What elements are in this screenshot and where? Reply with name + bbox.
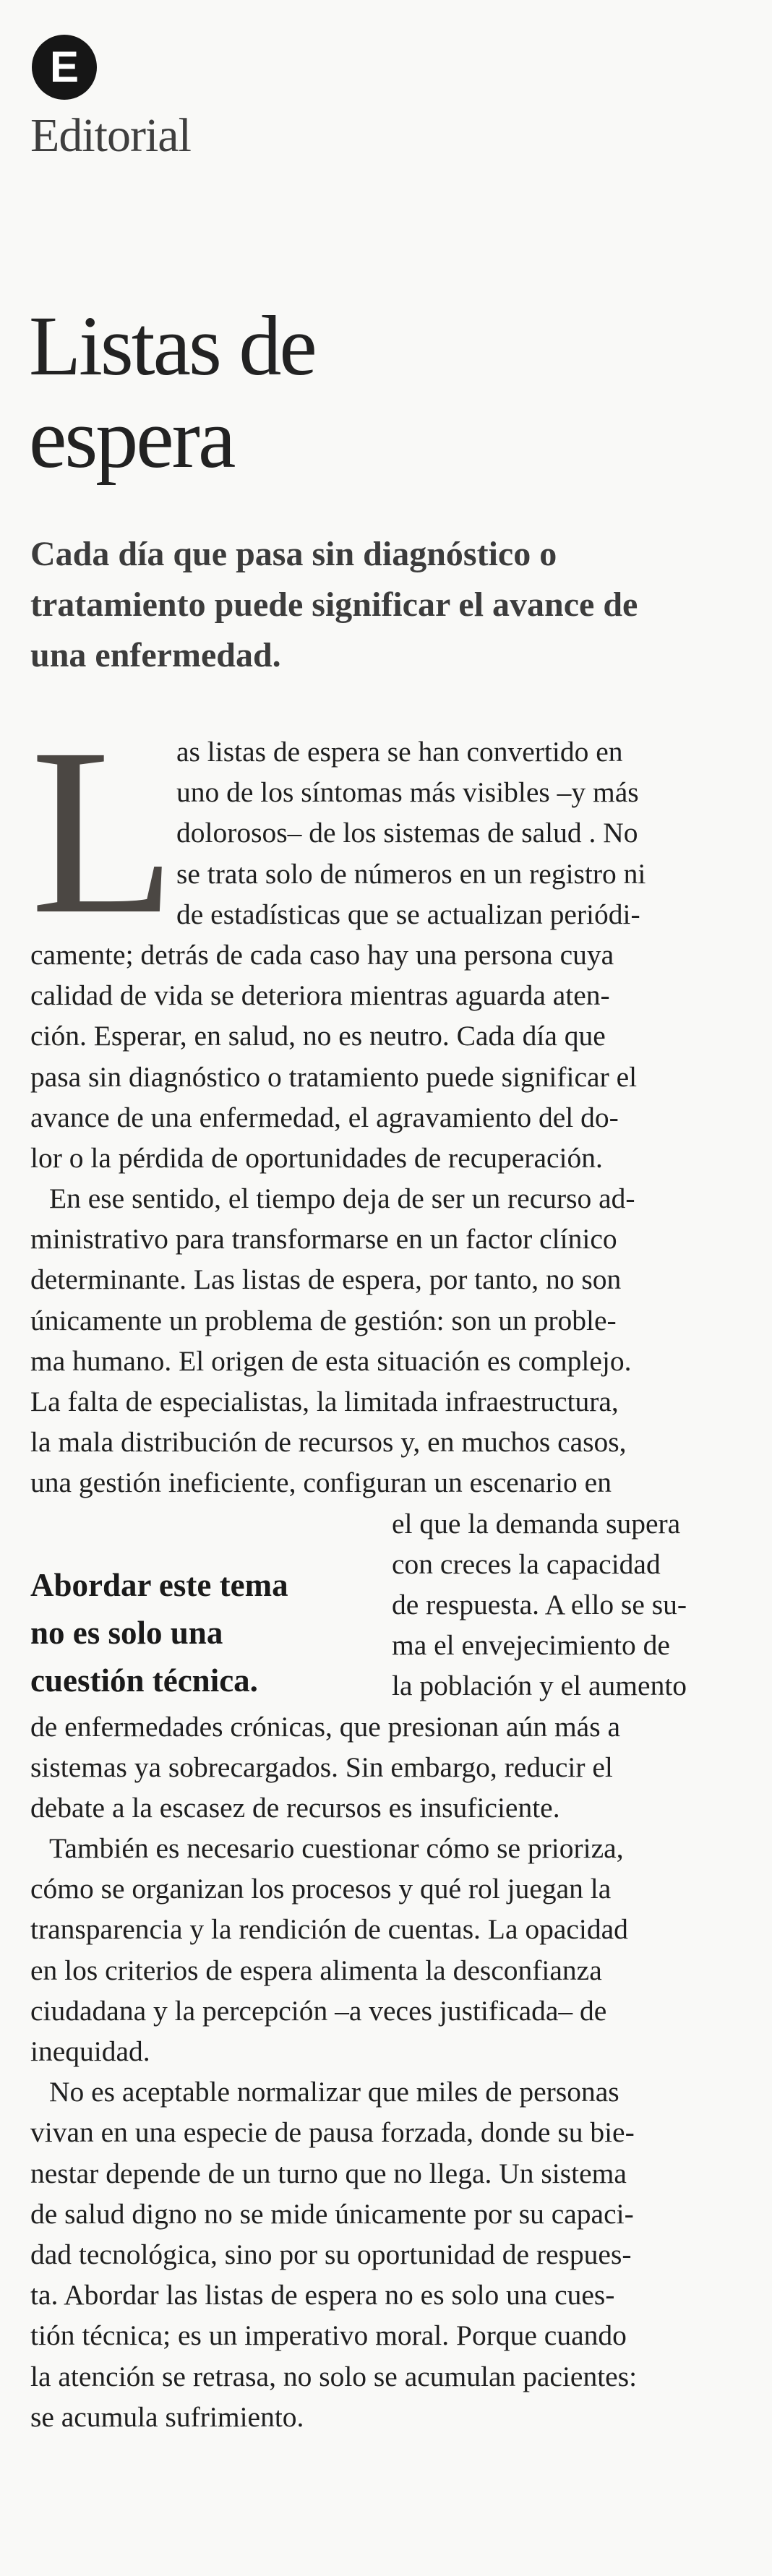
- body-line: la población y el aumento: [392, 1670, 687, 1702]
- body-line: de salud digno no se mide únicamente por su capaci-: [30, 2197, 634, 2230]
- headline: [29, 300, 315, 485]
- body-line: el que la demanda supera: [392, 1507, 681, 1540]
- body-line: en los criterios de espera alimenta la desconfianza: [30, 1954, 602, 1986]
- body-line: camente; detrás de cada caso hay una persona cuya: [30, 938, 614, 971]
- body-line: tión técnica; es un imperativo moral. Porque cuando: [30, 2319, 627, 2352]
- editorial-badge: [32, 35, 97, 100]
- body-line: ciudadana y la percepción –a veces justificada– de: [30, 1994, 607, 2027]
- body-line: de estadísticas que se actualizan periódi-: [176, 898, 640, 930]
- body-line: nestar depende de un turno que no llega. Un sistema: [30, 2157, 627, 2189]
- body-line: cómo se organizan los procesos y qué rol juegan la: [30, 1873, 612, 1905]
- body-line: ma humano. El origen de esta situación es complejo.: [30, 1344, 632, 1377]
- body-line: También es necesario cuestionar cómo se prioriza,: [49, 1832, 624, 1865]
- body-line: dolorosos– de los sistemas de salud . No: [176, 817, 638, 849]
- body-line: En ese sentido, el tiempo deja de ser un recurso ad-: [49, 1182, 635, 1215]
- body-line: ma el envejecimiento de: [392, 1629, 670, 1662]
- pull-quote: [30, 1561, 288, 1704]
- body-line: la atención se retrasa, no solo se acumulan pacientes:: [30, 2360, 638, 2392]
- body-line: transparencia y la rendición de cuentas. La opacidad: [30, 1913, 628, 1946]
- body-line: la mala distribución de recursos y, en muchos casos,: [30, 1426, 627, 1459]
- body-line: calidad de vida se deteriora mientras aguarda aten-: [30, 979, 610, 1012]
- pull-quote-line: cuestión técnica.: [30, 1662, 258, 1699]
- body-line: lor o la pérdida de oportunidades de recuperación.: [30, 1141, 603, 1174]
- pull-quote-line: no es solo una: [30, 1615, 223, 1651]
- body-line: se acumula sufrimiento.: [30, 2400, 304, 2433]
- body-line: uno de los síntomas más visibles –y más: [176, 776, 639, 809]
- body-line: La falta de especialistas, la limitada infraestructura,: [30, 1386, 619, 1417]
- body-line: con creces la capacidad: [392, 1547, 661, 1580]
- body-line: dad tecnológica, sino por su oportunidad de respues-: [30, 2238, 632, 2270]
- body-line: ministrativo para transformarse en un factor clínico: [30, 1223, 617, 1255]
- body-line: de enfermedades crónicas, que presionan aún más a: [30, 1710, 620, 1743]
- deck-line: una enfermedad.: [30, 636, 281, 674]
- deck: [30, 529, 739, 681]
- body-line: de respuesta. A ello se su-: [392, 1588, 687, 1620]
- body-line: ta. Abordar las listas de espera no es solo una cues-: [30, 2279, 615, 2311]
- body-line: una gestión ineficiente, configuran un escenario en: [30, 1467, 612, 1499]
- body-line: sistemas ya sobrecargados. Sin embargo, reducir el: [30, 1751, 613, 1783]
- body-line: se trata solo de números en un registro ni: [176, 857, 646, 890]
- body-line: únicamente un problema de gestión: son un proble-: [30, 1304, 617, 1336]
- headline-line: Listas de: [29, 299, 315, 393]
- body-line: ción. Esperar, en salud, no es neutro. Cada día que: [30, 1020, 606, 1052]
- deck-line: tratamiento puede significar el avance de: [30, 585, 638, 624]
- section-label: Editorial: [30, 109, 191, 162]
- headline-line: espera: [29, 391, 234, 486]
- body-line: No es aceptable normalizar que miles de personas: [49, 2076, 619, 2108]
- body-line: debate a la escasez de recursos es insuficiente.: [30, 1791, 560, 1824]
- body-line: vivan en una especie de pausa forzada, donde su bie-: [30, 2116, 635, 2149]
- body-line: determinante. Las listas de espera, por tanto, no son: [30, 1263, 622, 1296]
- badge-letter: E: [49, 43, 80, 91]
- body-line: inequidad.: [30, 2035, 150, 2067]
- body-line: avance de una enfermedad, el agravamiento del do-: [30, 1101, 619, 1133]
- body-line: as listas de espera se han convertido en: [176, 736, 623, 768]
- pull-quote-line: Abordar este tema: [30, 1567, 288, 1603]
- deck-line: Cada día que pasa sin diagnóstico o: [30, 535, 557, 573]
- body-line: pasa sin diagnóstico o tratamiento puede significar el: [30, 1060, 638, 1093]
- drop-cap: L: [30, 700, 176, 963]
